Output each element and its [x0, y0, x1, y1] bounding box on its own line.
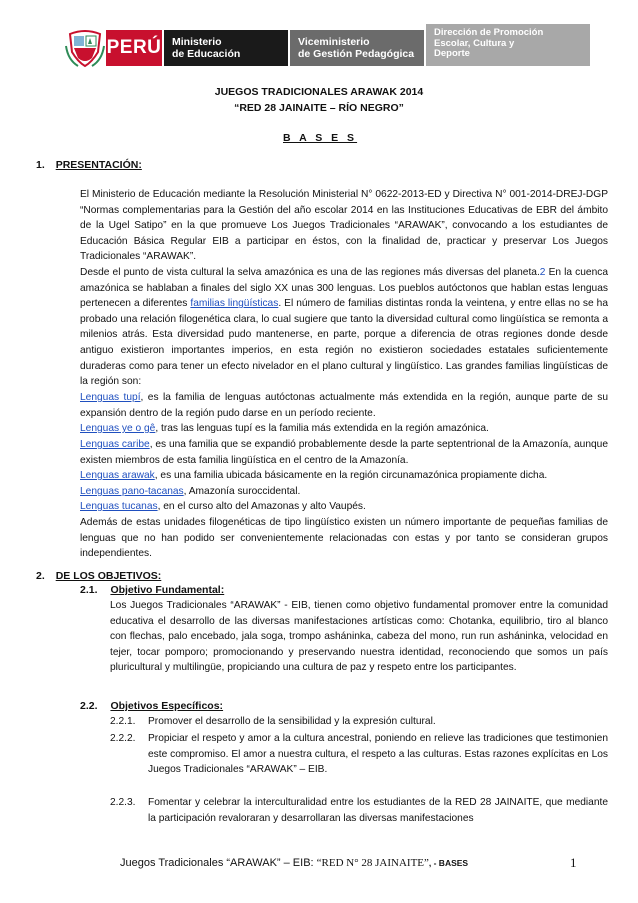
section-2-title: DE LOS OBJETIVOS:: [55, 570, 162, 582]
list-item: [80, 437, 608, 468]
ministerio-label: Ministerio de Educación: [162, 30, 288, 66]
list-item: [80, 484, 608, 500]
subsection-2-1-heading: [80, 584, 224, 596]
list-item: [80, 390, 608, 421]
item-number: 2.2.3.: [110, 797, 136, 808]
section-2-heading: [36, 570, 161, 582]
paragraph-amazonia-part-3: . El número de familias distintas ronda la veintena, y entre ellas no se ha probado una relación filogenética clara, lo cual sugiere que tanto la diversidad cultural como lingüística se remonta a milenios atrás. Esta diversidad pudo mantenerse, en parte, porque a diferencia de otras regiones donde desde antiguo existieron importantes imperios, en esta región no existieron sociedades estatales suficientemente duraderas como para tener un efecto nivelador en el plano cultural y lingüístico. Las grandes familias lingüísticas de la región son:: [80, 298, 608, 388]
subsection-2-2-number: 2.2.: [80, 700, 98, 712]
link-lenguas-ye[interactable]: Lenguas ye o gê: [80, 423, 156, 434]
list-item: [80, 468, 608, 484]
doc-title: JUEGOS TRADICIONALES ARAWAK 2014: [214, 86, 424, 98]
subsection-2-2-title: Objetivos Específicos:: [110, 700, 224, 712]
family-description: , es una familia ubicada básicamente en la región circunamazónica propiamente dicha.: [154, 470, 548, 481]
item-number: 2.2.1.: [110, 716, 136, 727]
footer-bases: , - BASES: [428, 858, 469, 868]
list-item: [80, 421, 608, 437]
list-item: [80, 499, 608, 515]
footer-title: Juegos Tradicionales “ARAWAK” – EIB:: [120, 857, 317, 869]
footer-red: “RED N° 28 JAINAITE”: [316, 857, 429, 869]
paragraph-amazonia-part-2: En la cuenca amazónica se hablaban a finales del siglo XX unas 300 lenguas. Los pueblos autóctonos que hablan estas lenguas pertenecen a diferentes: [80, 267, 608, 310]
link-lenguas-caribe[interactable]: Lenguas caribe: [80, 439, 150, 450]
paragraph-familias-independientes: Además de estas unidades filogenéticas de tipo lingüístico existen un número importante de pequeñas familias de lenguas que no han podido ser convenientemente relacionadas con estas y por tanto se consideran grupos independientes.: [80, 517, 608, 560]
subsection-2-1-number: 2.1.: [80, 584, 98, 596]
link-lenguas-pano-tacanas[interactable]: Lenguas pano-tacanas: [80, 486, 184, 497]
subsection-2-2-heading: [80, 700, 223, 712]
link-lenguas-tucanas[interactable]: Lenguas tucanas: [80, 501, 158, 512]
header-banner: [64, 24, 612, 72]
paragraph-presentacion: El Ministerio de Educación mediante la Resolución Ministerial N° 0622-2013-ED y Directiva N° 001-2014-DREJ-DGP “Normas complementarias para la Gestión del año escolar 2014 en las Instituciones Educativas de EBR del ámbito de la Ugel Satipo” en la que promueve Los Juegos Tradicionales “ARAWAK”, convocando a los estudiantes de Educación Básica Regular EIB a participar en éstos, con la finalidad de, practicar y preservar Los Juegos Tradicionales “ARAWAK”.: [80, 189, 608, 263]
paragraph-objetivo-fundamental: Los Juegos Tradicionales “ARAWAK” - EIB, tienen como objetivo fundamental promover entre la comunidad educativa el desarrollo de las diversas manifestaciones artísticas como: Chotanka, equilibrio, tiro al blanco con flechas, palo encebado, jala soga, trompo asháninka, cabeza del mono, run run asháninka, velocidad en tejer, tocar pomporo; promocionando y preservando nuestra identidad, reconociendo que somos un país pluricultural y multilingüe, propiciando una cultura de paz y respeto entre los participantes.: [110, 600, 608, 674]
paragraph-amazonia: [80, 265, 608, 390]
peru-label: PERÚ: [106, 30, 162, 66]
item-text: Propiciar el respeto y amor a la cultura ancestral, poniendo en relieve las tradiciones que testimonien este compromiso. El amor a nuestra cultura, el respeto a las culturas. Estas razones explícitas en Los Juegos Tradicionales “ARAWAK” – EIB.: [148, 733, 608, 776]
item-number: 2.2.2.: [110, 733, 136, 744]
link-lenguas-tupi[interactable]: Lenguas tupí: [80, 392, 141, 403]
doc-subtitle: “RED 28 JAINAITE – RÍO NEGRO”: [234, 102, 404, 114]
link-lenguas-arawak[interactable]: Lenguas arawak: [80, 470, 155, 481]
family-description: , es una familia que se expandió probablemente desde la parte septentrional de la Amazonía, aunque existen miembros de esta familia lingüística en el centro de la Amazonía.: [80, 439, 608, 466]
subsection-2-1-title: Objetivo Fundamental:: [110, 584, 225, 596]
direccion-label: Dirección de Promoción Escolar, Cultura y Deporte: [424, 24, 590, 66]
viceministerio-label: Viceministerio de Gestión Pedagógica: [288, 30, 424, 66]
page-footer: [120, 857, 468, 869]
section-2-number: 2.: [36, 570, 45, 582]
family-description: , tras las lenguas tupí es la familia más extendida en la región amazónica.: [155, 423, 489, 434]
page-number: 1: [570, 855, 577, 870]
coat-of-arms-icon: [64, 26, 106, 68]
section-1-title: PRESENTACIÓN:: [55, 159, 142, 171]
section-1-number: 1.: [36, 159, 45, 171]
item-text: Promover el desarrollo de la sensibilidad y la expresión cultural.: [148, 716, 436, 727]
family-description: , Amazonía suroccidental.: [183, 486, 301, 497]
section-1-heading: [36, 159, 142, 171]
footnote-ref[interactable]: 2: [539, 267, 546, 278]
item-text: Fomentar y celebrar la interculturalidad entre los estudiantes de la RED 28 JAINAITE, que mediante la participación revaloraran y desarrollaran las diversas manifestaciones: [148, 797, 608, 824]
paragraph-amazonia-part-1: Desde el punto de vista cultural la selva amazónica es una de las regiones más diversas del planeta.: [80, 267, 540, 278]
link-familias-linguisticas[interactable]: familias lingüísticas: [190, 298, 279, 310]
bases-heading: B A S E S: [283, 132, 358, 144]
family-description: , es la familia de lenguas autóctonas actualmente más extendida en la región, aunque parte de su expansión dentro de la región pudo darse en un período reciente.: [80, 392, 609, 419]
family-description: , en el curso alto del Amazonas y alto Vaupés.: [157, 501, 366, 512]
